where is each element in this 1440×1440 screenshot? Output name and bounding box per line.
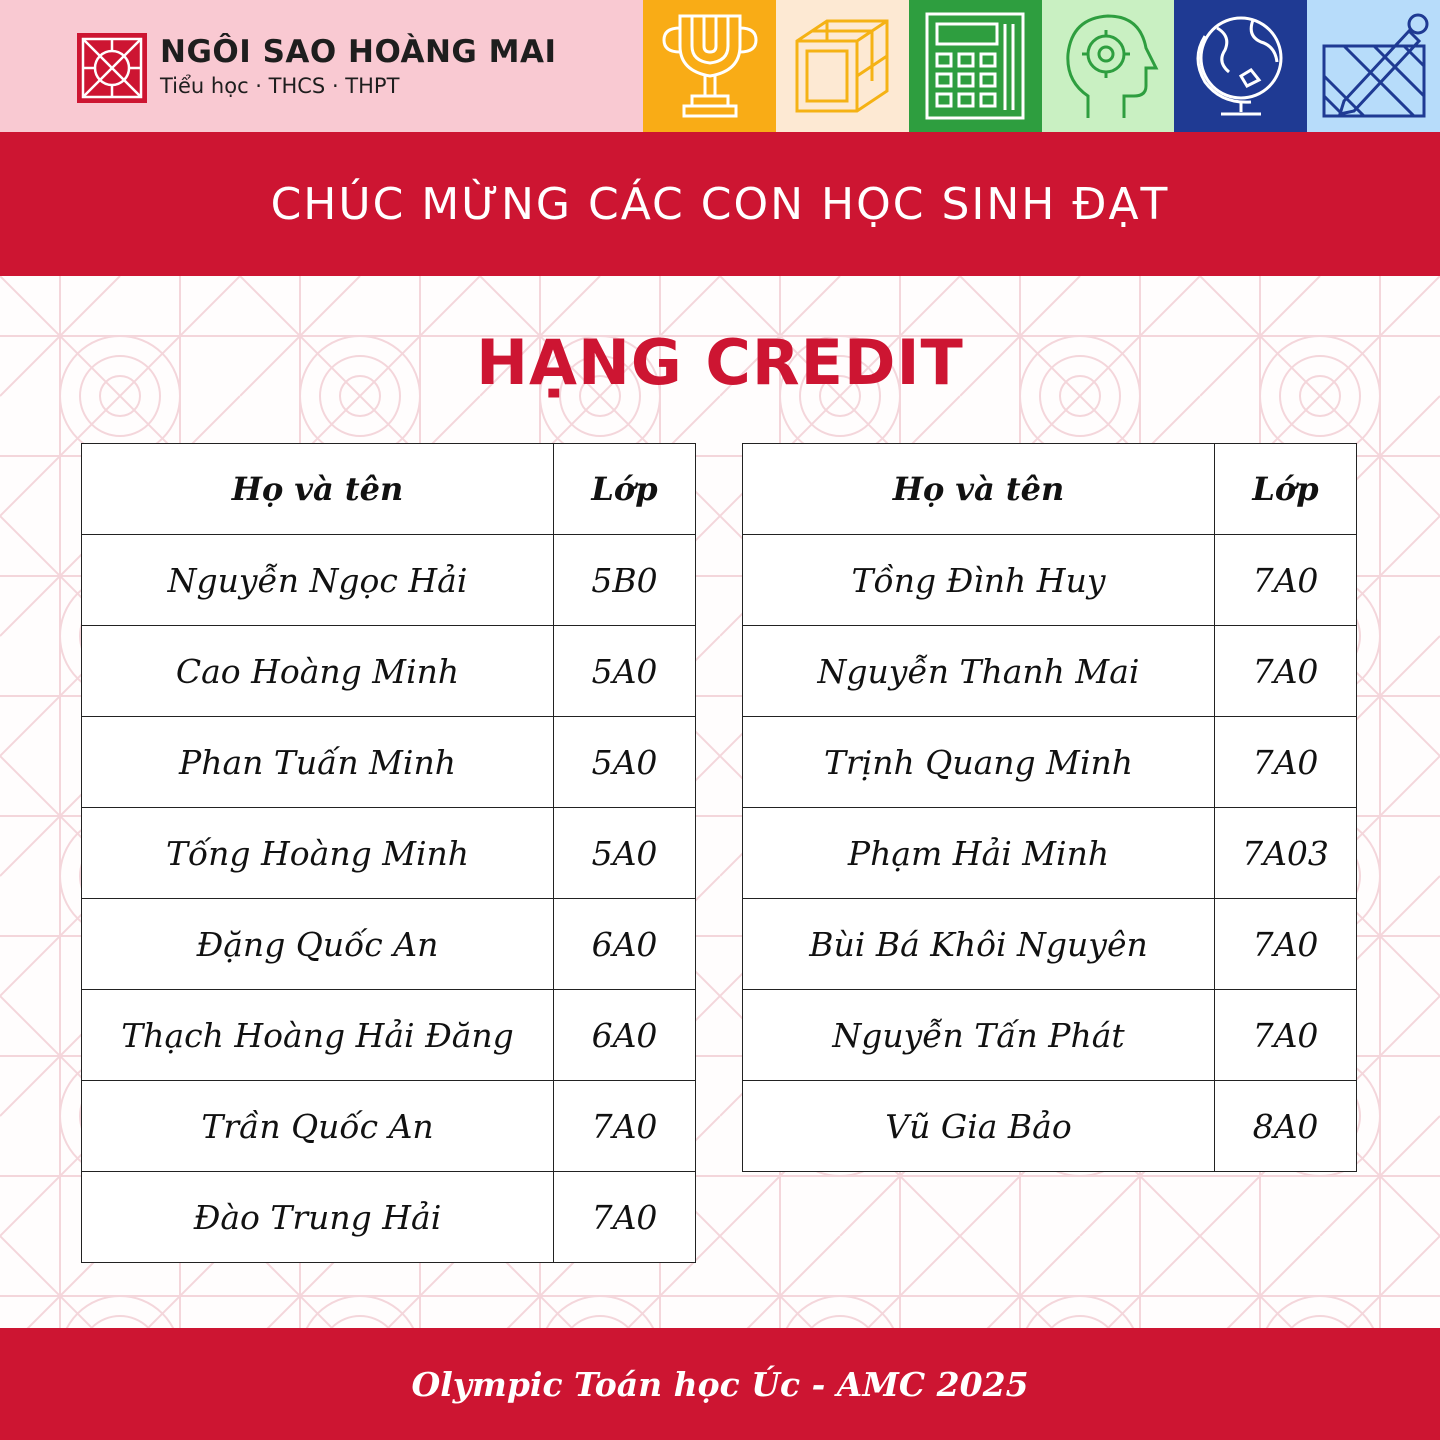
table-row [82, 808, 696, 899]
school-name: NGÔI SAO HOÀNG MAI [160, 34, 557, 70]
student-class: 7A0 [1215, 717, 1357, 808]
logo-area [0, 0, 643, 132]
column-header-name: Họ và tên [82, 444, 554, 535]
table-row [82, 1081, 696, 1172]
calculator-icon [915, 6, 1035, 126]
student-name: Bùi Bá Khôi Nguyên [743, 899, 1215, 990]
table-row [743, 808, 1357, 899]
student-class: 6A0 [554, 990, 696, 1081]
results-table-left [81, 443, 696, 1263]
globe-icon [1181, 6, 1301, 126]
student-name: Nguyễn Ngọc Hải [82, 535, 554, 626]
table-row [82, 1172, 696, 1263]
table-row [82, 990, 696, 1081]
table-row [743, 990, 1357, 1081]
student-class: 7A0 [1215, 899, 1357, 990]
student-class: 5A0 [554, 808, 696, 899]
head-gear-icon [1048, 6, 1168, 126]
student-name: Nguyễn Thanh Mai [743, 626, 1215, 717]
results-table-right [742, 443, 1357, 1172]
congratulations-banner [0, 132, 1440, 276]
student-class: 7A0 [554, 1081, 696, 1172]
column-header-name: Họ và tên [743, 444, 1215, 535]
ruler-pencil-icon [1314, 6, 1434, 126]
rank-title: HẠNG CREDIT [476, 326, 964, 399]
student-name: Đặng Quốc An [82, 899, 554, 990]
cube-tile [776, 0, 909, 132]
footer-bar [0, 1328, 1440, 1440]
student-class: 7A03 [1215, 808, 1357, 899]
student-class: 5A0 [554, 626, 696, 717]
student-class: 7A0 [1215, 626, 1357, 717]
student-class: 7A0 [1215, 990, 1357, 1081]
globe-tile [1174, 0, 1307, 132]
student-name: Phan Tuấn Minh [82, 717, 554, 808]
column-header-class: Lớp [554, 444, 696, 535]
school-levels: Tiểu học · THCS · THPT [160, 74, 400, 98]
student-name: Đào Trung Hải [82, 1172, 554, 1263]
table-row [743, 626, 1357, 717]
student-name: Thạch Hoàng Hải Đăng [82, 990, 554, 1081]
table-row [743, 535, 1357, 626]
trophy-tile [643, 0, 776, 132]
student-name: Phạm Hải Minh [743, 808, 1215, 899]
header-bar [0, 0, 1440, 132]
table-row [743, 899, 1357, 990]
student-name: Tồng Đình Huy [743, 535, 1215, 626]
student-class: 8A0 [1215, 1081, 1357, 1172]
student-name: Cao Hoàng Minh [82, 626, 554, 717]
table-header-row [743, 444, 1357, 535]
competition-name: Olympic Toán học Úc - AMC 2025 [411, 1364, 1029, 1404]
table-row [82, 899, 696, 990]
banner-text: CHÚC MỪNG CÁC CON HỌC SINH ĐẠT [270, 178, 1170, 230]
student-class: 5A0 [554, 717, 696, 808]
student-name: Vũ Gia Bảo [743, 1081, 1215, 1172]
trophy-icon [650, 6, 770, 126]
student-class: 7A0 [1215, 535, 1357, 626]
table-row [743, 717, 1357, 808]
student-name: Trần Quốc An [82, 1081, 554, 1172]
table-row [82, 717, 696, 808]
school-logo-icon [77, 33, 147, 103]
student-name: Tống Hoàng Minh [82, 808, 554, 899]
column-header-class: Lớp [1215, 444, 1357, 535]
table-row [82, 535, 696, 626]
student-class: 5B0 [554, 535, 696, 626]
table-row [82, 626, 696, 717]
calculator-tile [909, 0, 1042, 132]
student-name: Trịnh Quang Minh [743, 717, 1215, 808]
ruler-pencil-tile [1307, 0, 1440, 132]
student-class: 7A0 [554, 1172, 696, 1263]
table-row [743, 1081, 1357, 1172]
student-class: 6A0 [554, 899, 696, 990]
cube-icon [782, 6, 902, 126]
student-name: Nguyễn Tấn Phát [743, 990, 1215, 1081]
head-gear-tile [1042, 0, 1175, 132]
table-header-row [82, 444, 696, 535]
